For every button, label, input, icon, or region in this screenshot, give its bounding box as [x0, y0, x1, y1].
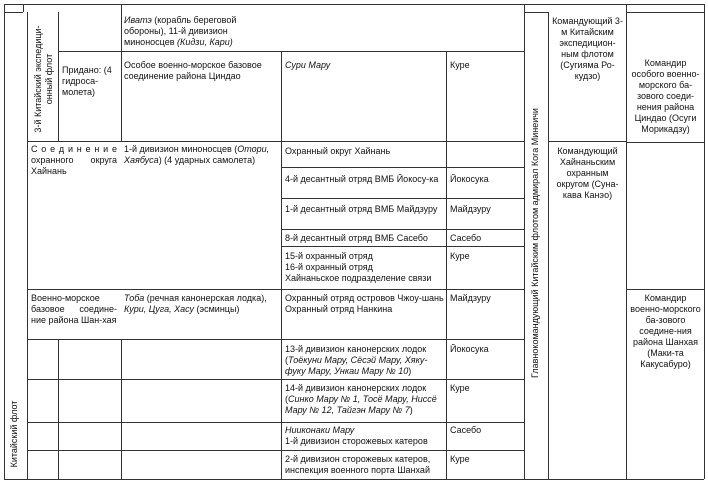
ships-cell: Охранный округ Хайнань — [285, 146, 391, 156]
grid-line — [27, 339, 121, 340]
commander-hainan: Командующий Хайнаньским охранным округом (Суна-кава Канэо) — [556, 146, 619, 200]
grid-line — [58, 51, 524, 52]
base-cell: Куре — [450, 454, 470, 464]
ships-cell: 14-й дивизион канонерских лодок (Синко Мару № 1, Тосё Мару, Ниссё Мару № 12, Тайгэн Мару № 7) — [285, 383, 437, 415]
base-cell: Майдзуру — [450, 204, 491, 214]
grid-line — [524, 4, 525, 479]
grid-line — [27, 12, 28, 479]
grid-line — [281, 51, 282, 479]
grid-line — [281, 229, 524, 230]
units-cell — [124, 15, 279, 48]
commander-qingdao: Командир особого военно-морского ба-зового соеди-нения района Циндао (Осуги Морикадзу) — [631, 58, 700, 134]
grid-line — [27, 141, 524, 142]
base-cell: Йокосука — [450, 344, 489, 354]
ships-cell: 13-й дивизион канонерских лодок (Тоёкуни Мару, Сёсэй Мару, Хяку-фуку Мару, Ункаи Мару № 10) — [285, 344, 428, 376]
table-border-top — [4, 4, 704, 5]
ships-cell: 8-й десантный отряд ВМБ Сасебо — [285, 233, 428, 243]
attached-cell: Придано: (4 гидроса-молета) — [62, 65, 112, 97]
ships-cell: 2-й дивизион сторожевых катеров, инспекция военного порта Шанхай — [285, 454, 431, 475]
table-border-left — [4, 4, 5, 479]
base-cell: Куре — [450, 251, 470, 261]
commander-in-chief-label: Главнокомандующий Китайским флотом адмирал Кога Минеичи — [530, 108, 540, 378]
grid-line — [446, 51, 447, 479]
grid-line — [121, 4, 122, 141]
base-cell: Сасебо — [450, 425, 482, 435]
grid-line — [548, 12, 549, 479]
units-cell: Особое военно-морское базовое соединение района Циндао — [124, 60, 262, 81]
grid-line — [27, 450, 121, 451]
grid-line — [281, 246, 524, 247]
grid-line — [4, 12, 23, 13]
fleet-label: Китайский флот — [9, 400, 19, 468]
grid-line — [626, 12, 704, 13]
grid-line — [23, 4, 24, 12]
commander-shanghai: Командир военно-морского ба-зового соедине-ния района Шанхая (Маки-та Какусабуро) — [630, 293, 701, 369]
grid-line — [626, 4, 627, 479]
base-cell: Куре — [450, 383, 470, 393]
grid-line — [121, 450, 524, 451]
table-border-bottom — [4, 479, 704, 480]
grid-line — [121, 339, 122, 479]
grid-line — [548, 141, 626, 142]
table-border-right — [704, 4, 705, 479]
grid-line — [626, 289, 704, 290]
ships-cell: 4-й десантный отряд ВМБ Йокосу-ка — [285, 174, 439, 184]
grid-line — [27, 289, 524, 290]
grid-line — [121, 422, 524, 423]
base-cell: Куре — [450, 60, 470, 70]
grid-line — [58, 12, 59, 141]
ships-cell: Нииконаки Мару 1-й дивизион сторожевых катеров — [285, 425, 428, 446]
grid-line — [281, 167, 524, 168]
shanghai-group-label: Военно-морское базовое соедине-ние района Шан-хая — [31, 293, 117, 325]
units-text: (корабль береговой обороны), 11-й дивизион миноносцев — [124, 15, 237, 47]
ship-name: Иватэ — [124, 15, 152, 25]
ship-names: (Кидзи, Кари) — [177, 36, 233, 47]
ships-cell: 15-й охранный отряд 16-й охранный отряд Хайнаньское подразделение связи — [285, 251, 432, 283]
ships-cell: Сури Мару — [285, 60, 331, 70]
ships-cell: Охранный отряд островов Чжоу-шань Охранный отряд Нанкина — [285, 293, 444, 314]
ships-cell: 1-й десантный отряд ВМБ Майдзуру — [285, 204, 438, 214]
commander-third-fleet: Командующий 3-м Китайским экспедицион-ным флотом (Сугияма Ро-кудзо) — [552, 16, 623, 81]
grid-line — [121, 379, 524, 380]
units-cell: 1-й дивизион миноносцев (Отори, Хаябуса) (4 ударных самолета) — [124, 144, 270, 165]
grid-line — [281, 198, 524, 199]
grid-line — [626, 142, 704, 143]
base-cell: Майдзуру — [450, 293, 491, 303]
third-fleet-label: 3-й Китайский экспедици- онный флот — [33, 25, 54, 133]
grid-line — [121, 339, 524, 340]
grid-line — [27, 379, 121, 380]
units-cell: Тоба (речная канонерская лодка), Кури, Цуга, Хасу (эсминцы) — [124, 293, 267, 314]
grid-line — [27, 422, 121, 423]
base-cell: Сасебо — [450, 233, 482, 243]
base-cell: Йокосука — [450, 174, 489, 184]
grid-line — [58, 339, 59, 479]
hainan-group-label: С о е д и н е н и е охранного округа Хайнань — [31, 144, 117, 176]
